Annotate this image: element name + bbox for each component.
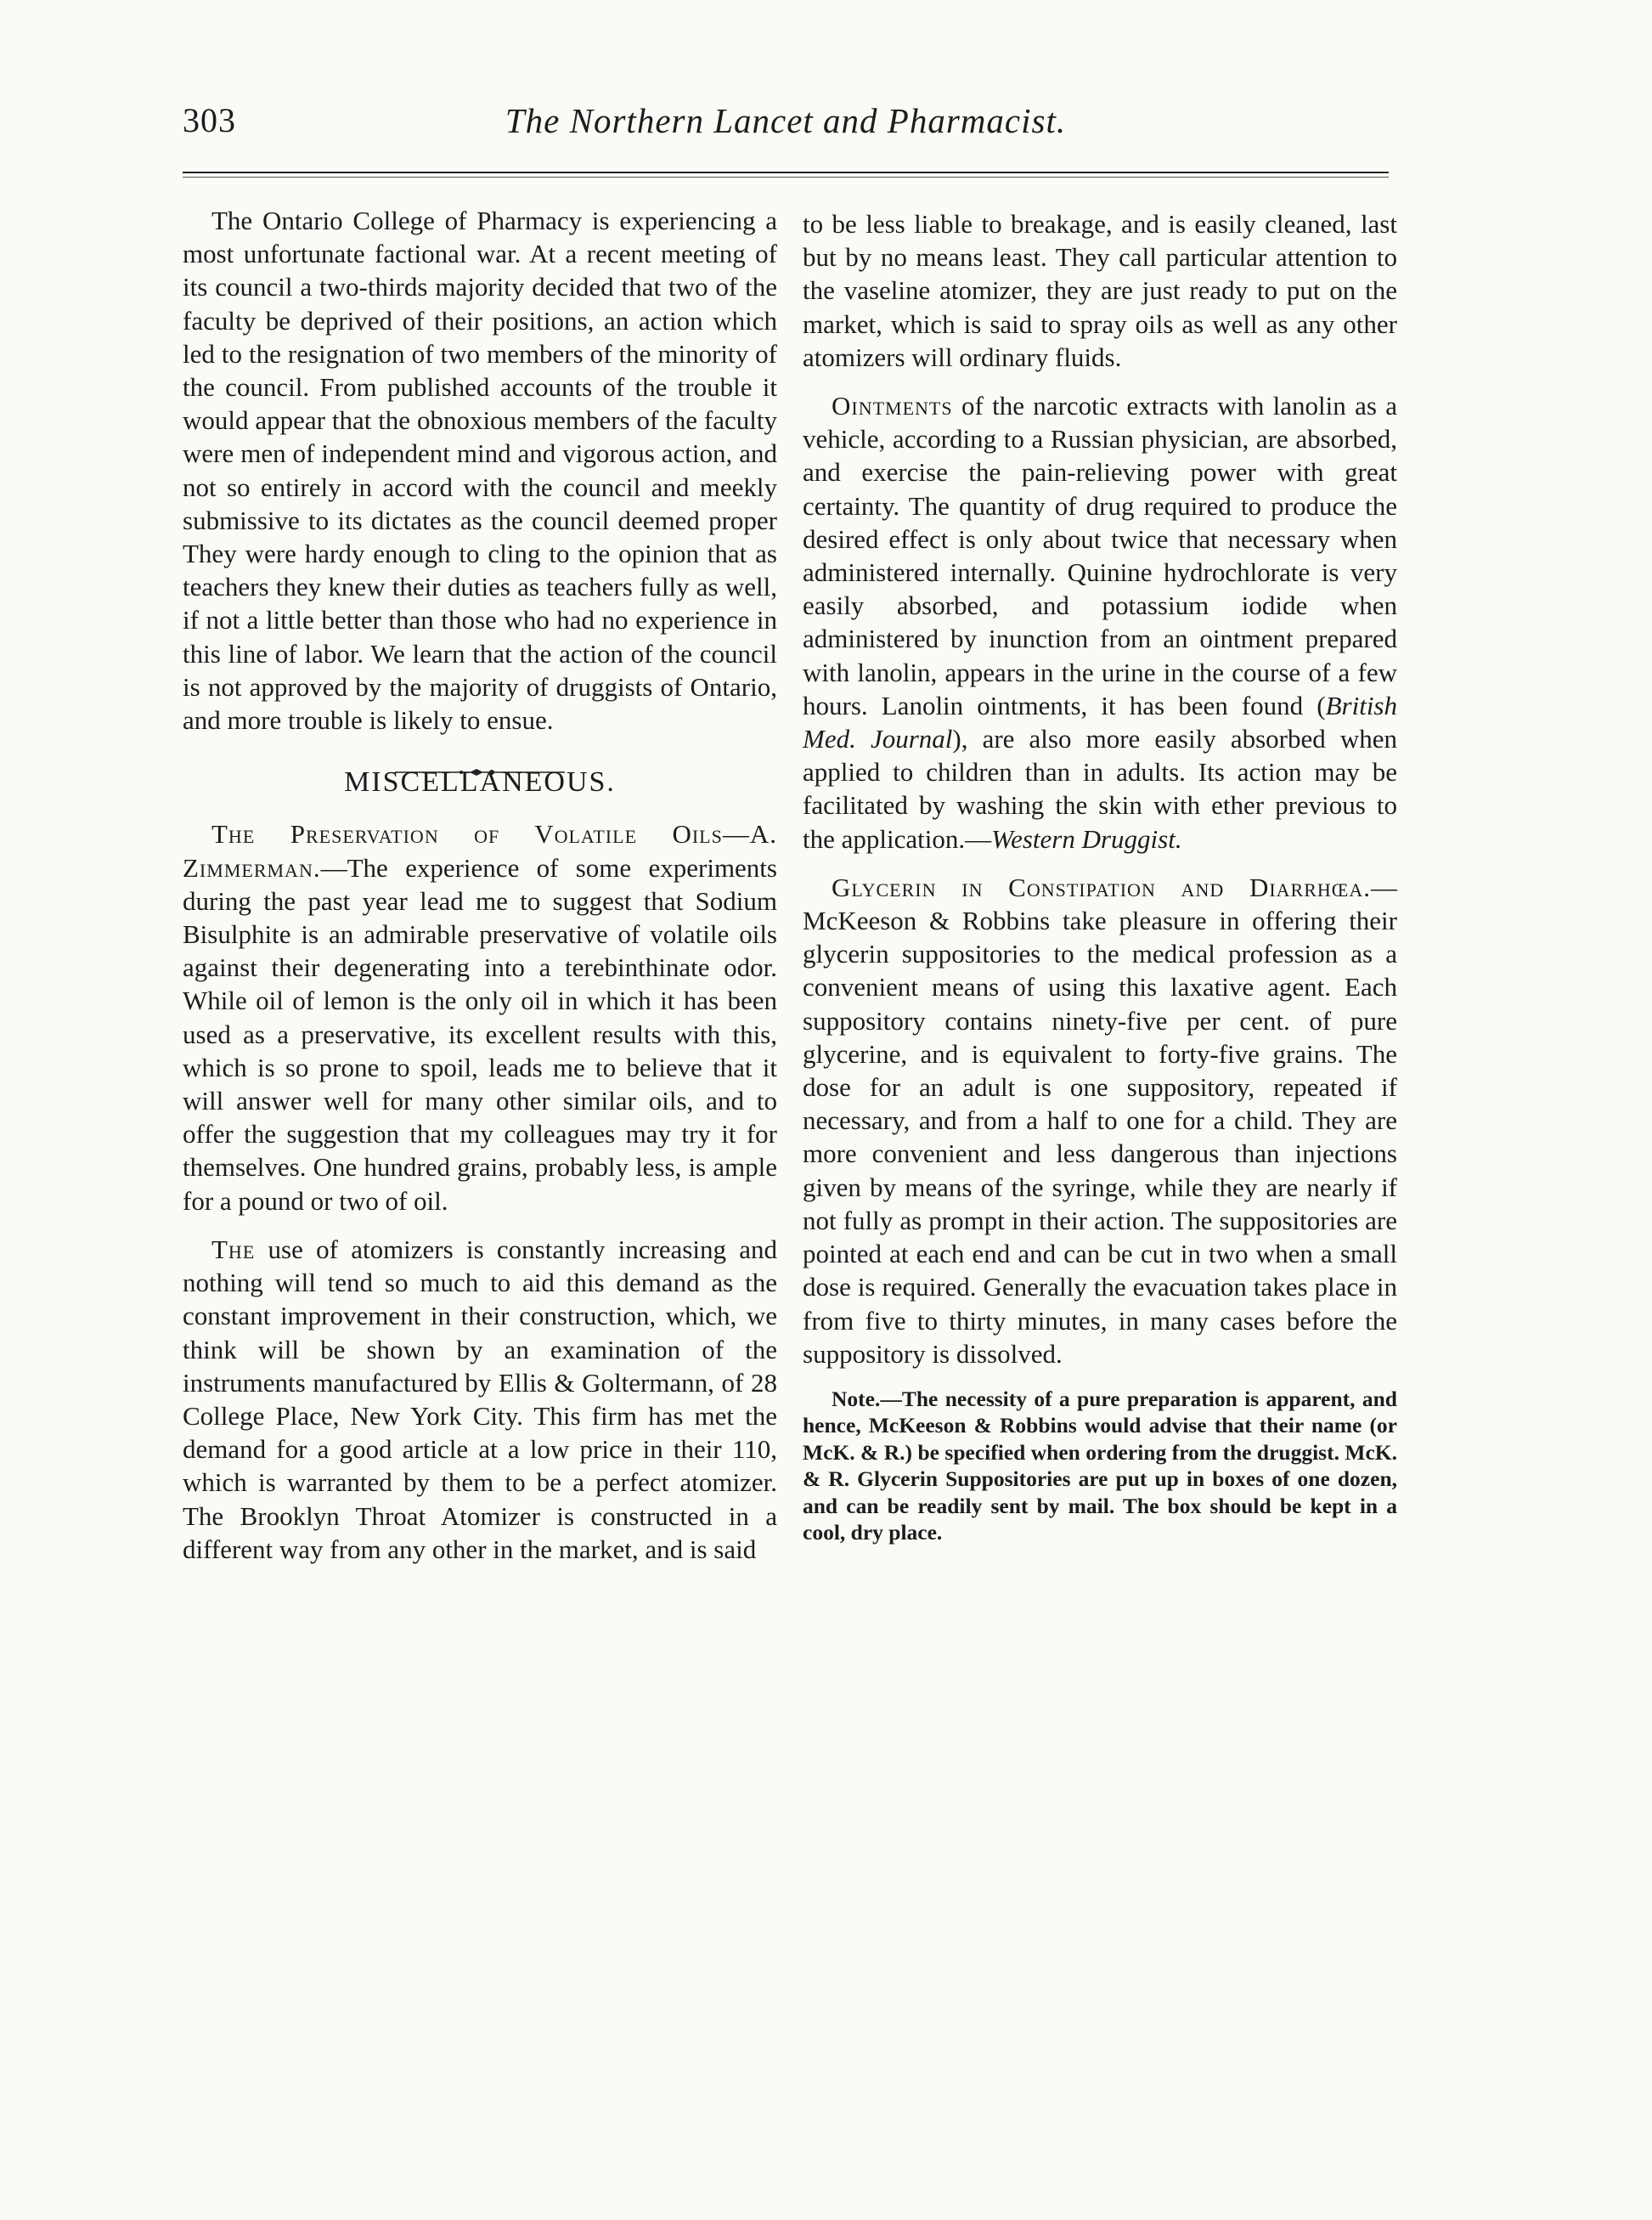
ointments-article bbox=[803, 389, 1397, 856]
article-lead: Ointments bbox=[832, 391, 953, 421]
note-paragraph: Note.—The necessity of a pure preparation is apparent, and hence, McKeeson & Robbins would advise that their name (or McK. & R.) be specified when ordering from the druggist. McK. & R. Glycerin Suppositories are put up in boxes of one dozen, and can be readily sent by mail. The box should be kept in a cool, dry place. bbox=[803, 1386, 1397, 1545]
section-title: MISCELLANEOUS. bbox=[344, 766, 616, 799]
volatile-oils-article bbox=[183, 817, 777, 1217]
article-body: —McKeeson & Robbins take pleasure in offering their glycerin suppositories to the medical profession as a convenient means of using this laxative agent. Each suppository contains ninety-five per cent. of pure glycerine, and is equivalent to forty-five grains. The dose for an adult is one suppository, repeated if necessary, and from a half to one for a child. They are more convenient and less dangerous than injections given by means of the syringe, while they are nearly if not fully as prompt in their action. The suppositories are pointed at each end and can be cut in two when a small dose is required. Generally the evacuation takes place in from five to thirty minutes, in many cases before the suppository is dissolved. bbox=[803, 872, 1397, 1369]
header-rule-thin bbox=[183, 177, 1389, 178]
article-body: of the narcotic extracts with lanolin as a vehicle, according to a Russian physician, are absorbed, and exercise the pain-relieving power with great certainty. The quantity of drug required to produce the desired effect is only about twice that necessary when administered internally. Quinine hydrochlorate is very easily absorbed, and potassium iodide when administered by inunction from an ointment prepared with lanolin, appears in the urine in the course of a few hours. Lanolin ointments, it has been found ( bbox=[803, 391, 1397, 720]
running-head bbox=[183, 100, 1389, 151]
left-column bbox=[183, 204, 777, 1566]
header-rule bbox=[183, 172, 1389, 173]
atomizers-article-continued: to be less liable to breakage, and is easily cleaned, last but by no means least. They call particular attention to the vaseline atomizer, they are just ready to put on the market, which is said to spray oils as well as any other atomizers will ordinary fluids. bbox=[803, 209, 1397, 372]
article-body-tail: ), are also more easily absorbed when applied to children than in adults. Its action may be facilitated by washing the skin with ether previous to the application.— bbox=[803, 724, 1397, 854]
journal-citation: British Med. Journal bbox=[803, 690, 1397, 754]
article-lead: Glycerin in Constipation and Diarrhœa. bbox=[832, 872, 1371, 902]
article-lead: The Preservation of Volatile Oils—A. Zimmerman. bbox=[183, 819, 777, 883]
college-article: The Ontario College of Pharmacy is experiencing a most unfortunate factional war. At a recent meeting of its council a two-thirds majority decided that two of the faculty be deprived of their positions, an action which led to the resignation of two members of the minority of the council. From published accounts of the trouble it would appear that the obnoxious members of the faculty were men of independent mind and vigorous action, and not so entirely in accord with the council and meekly submissive to its dictates as the council deemed proper They were hardy enough to cling to the opinion that as teachers they knew their duties as teachers fully as well, if not a little better than those who had no experience in this line of labor. We learn that the action of the council is not approved by the majority of druggists of Ontario, and more trouble is likely to ensue. bbox=[183, 206, 777, 736]
source-citation: Western Druggist. bbox=[991, 823, 1182, 854]
atomizers-article bbox=[183, 1233, 777, 1566]
article-lead: The bbox=[211, 1234, 256, 1264]
page-number: 303 bbox=[183, 101, 236, 139]
ornament-divider bbox=[183, 752, 777, 762]
article-body: —The experience of some experiments during the past year lead me to suggest that Sodium Bisulphite is an admirable preservative of volatile oils against their degenerating into a terebinthinate odor. While oil of lemon is the only oil in which it has been used as a preservative, its excellent results with this, which is so prone to spoil, leads me to believe that it will answer well for many other similar oils, and to offer the suggestion that my colleagues may try it for themselves. One hundred grains, probably less, is ample for a pound or two of oil. bbox=[183, 852, 777, 1216]
right-column bbox=[803, 207, 1397, 1562]
article-body: use of atomizers is constantly increasing and nothing will tend so much to aid this demand as the constant improvement in their construction, which, we think will be shown by an examination of the instruments manufactured by Ellis & Goltermann, of 28 College Place, New York City. This firm has met the demand for a good article at a low price in their 110, which is warranted by them to be a perfect atomizer. The Brooklyn Throat Atomizer is constructed in a different way from any other in the market, and is said bbox=[183, 1234, 777, 1564]
glycerin-article bbox=[803, 871, 1397, 1370]
journal-title: The Northern Lancet and Pharmacist. bbox=[505, 101, 1067, 140]
